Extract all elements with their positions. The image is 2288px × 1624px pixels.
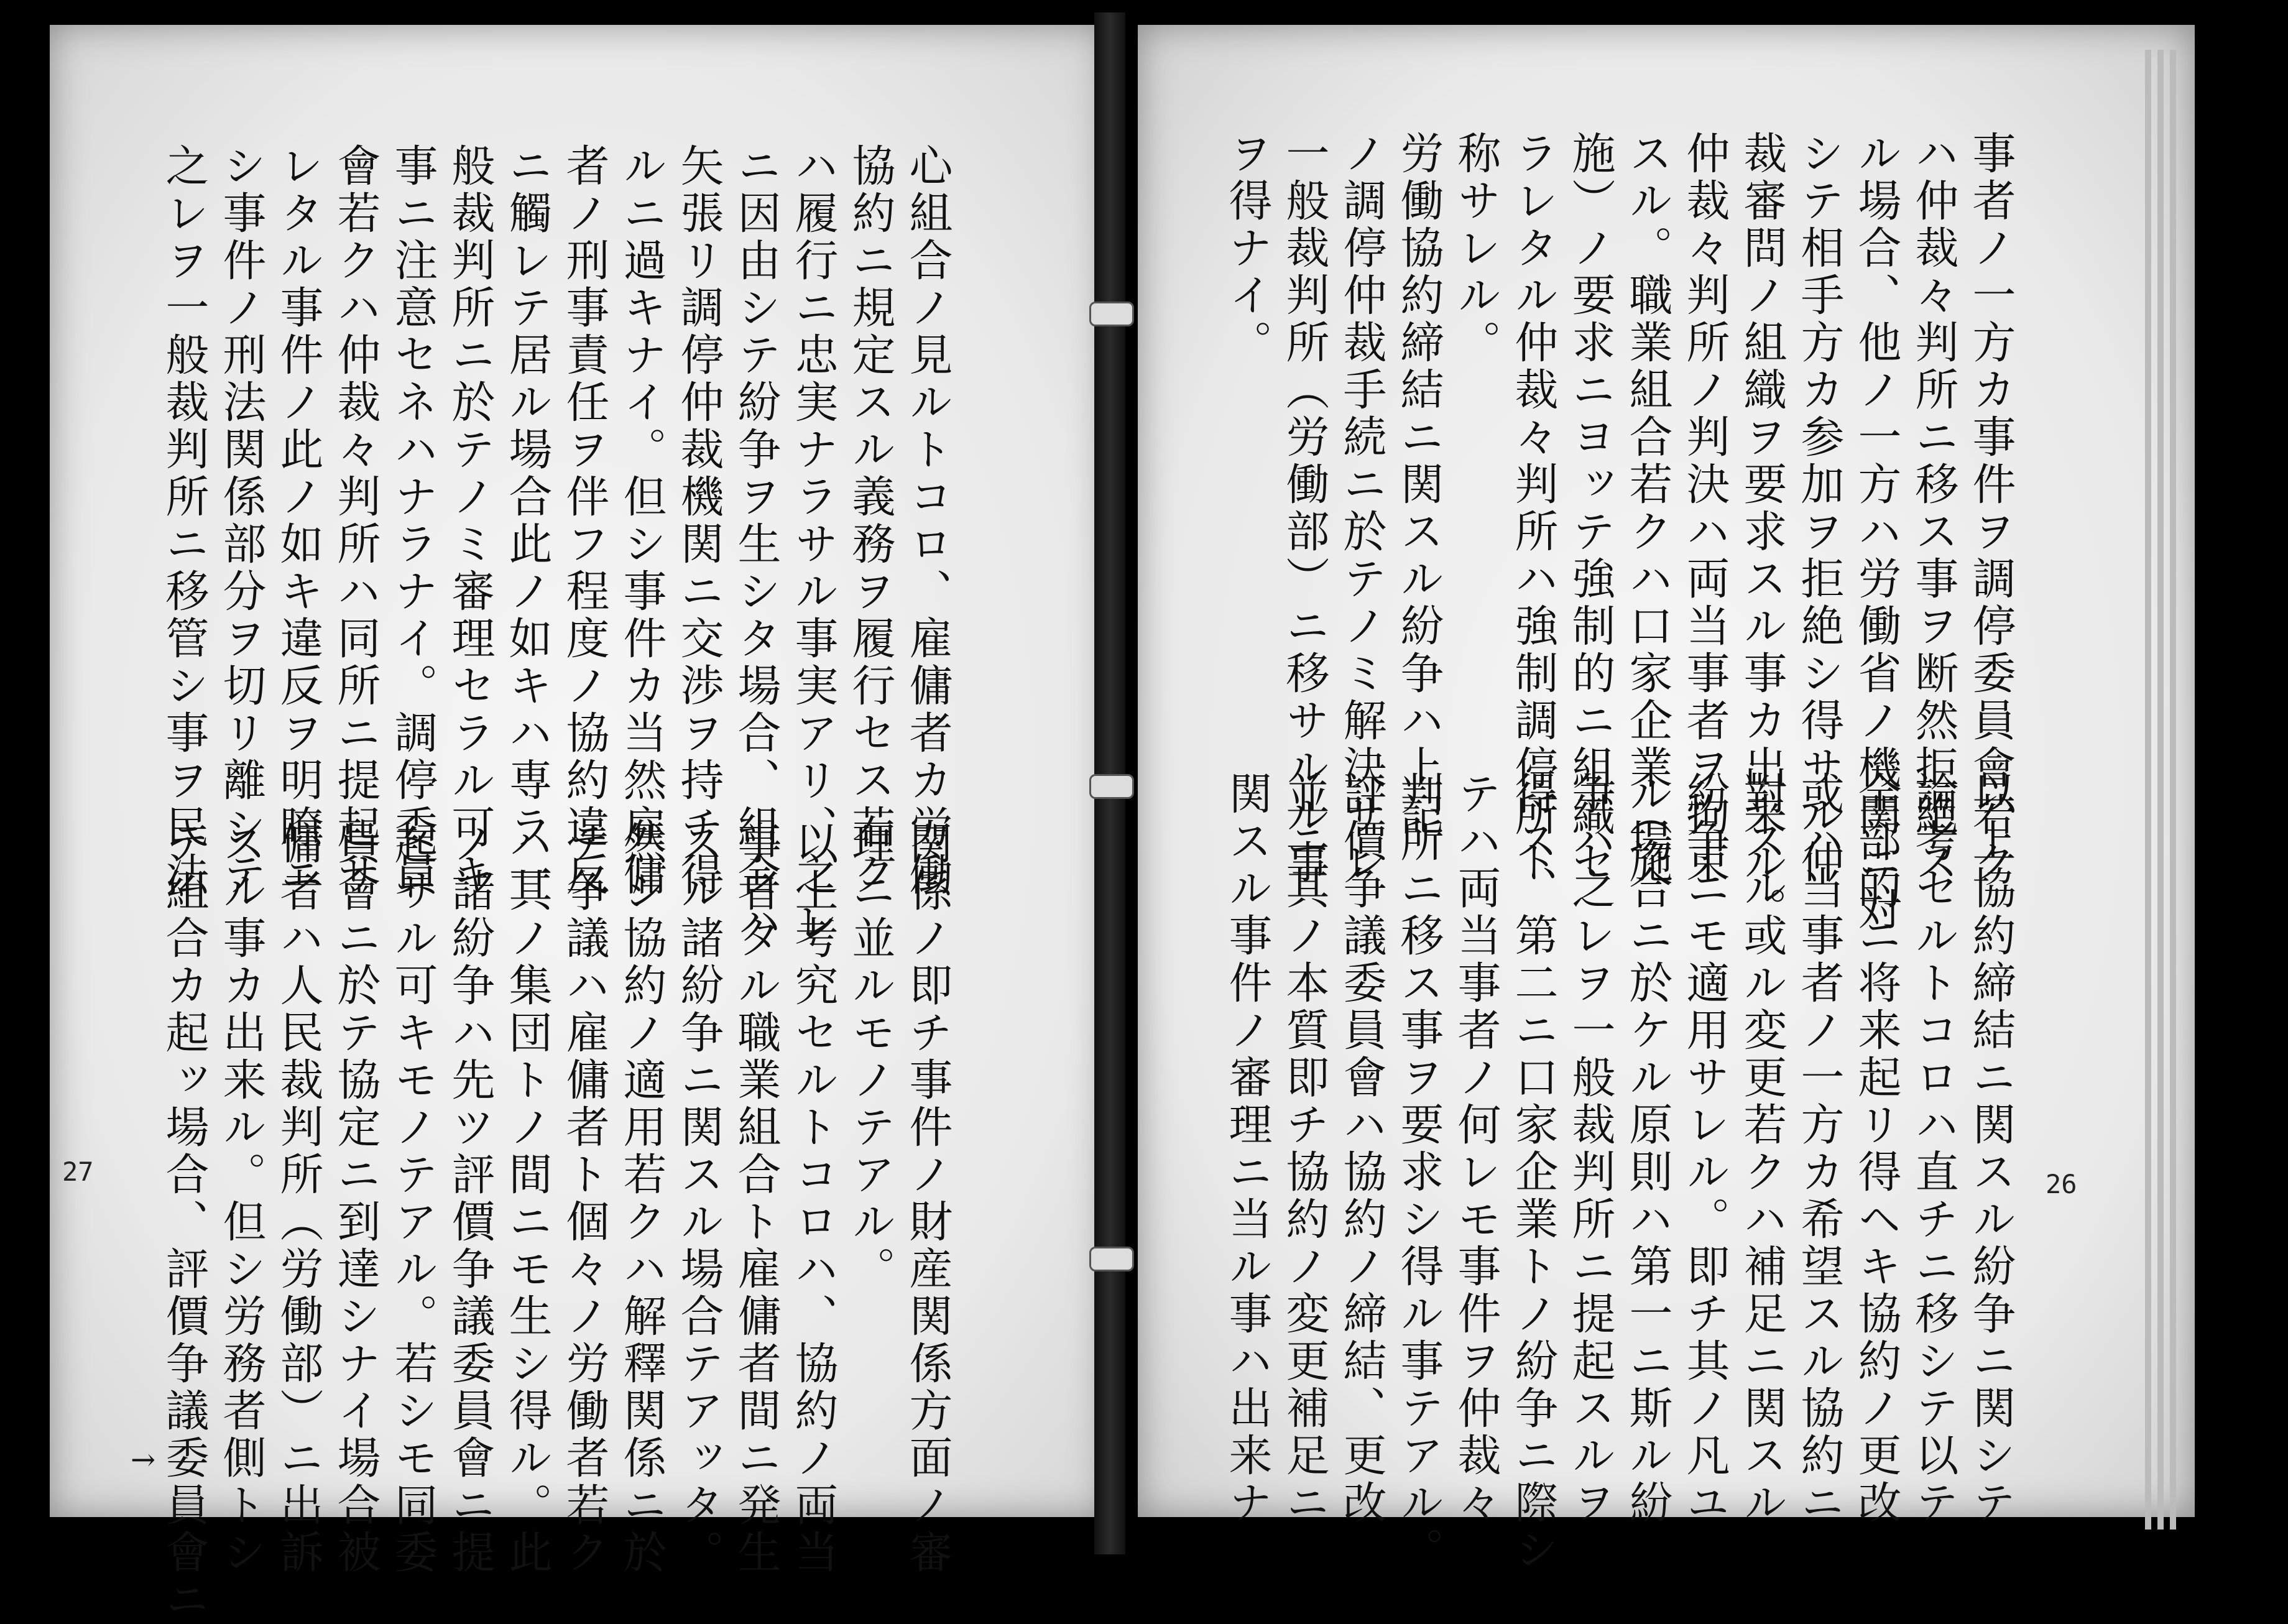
right_page-upper-line: スル。職業組合若クハ口家企業（施 bbox=[1622, 131, 1673, 887]
right_page-upper-line: ル場合、他ノ一方ハ労働省ノ機関ニ対 bbox=[1851, 131, 1902, 934]
binding-stitch bbox=[1089, 1247, 1134, 1271]
left_page-upper-line: ルニ過キナイ。但シ事件カ当然雇傭 bbox=[616, 143, 667, 899]
left-page-upper-text bbox=[155, 143, 956, 946]
left_page-lower-line: 起サル可キモノテアル。若シモ同委 bbox=[387, 821, 438, 1577]
left_page-upper-line: 矢張リ調停仲裁機関ニ交渉ヲ持チ得 bbox=[673, 143, 724, 899]
right-page-upper-text bbox=[1219, 131, 2019, 934]
right_page-lower-line: 関スル事件ノ審理ニ当ル事ハ出来ナ bbox=[1222, 771, 1273, 1527]
left_page-upper-line: 會若クハ仲裁々判所ハ同所ニ提起サ bbox=[330, 143, 381, 899]
binding-stitch bbox=[1089, 302, 1134, 326]
right_page-upper-line: ハ仲裁々判所ニ移ス事ヲ断然拒絶ス bbox=[1908, 131, 1959, 887]
page-edge bbox=[2145, 50, 2151, 1529]
right_page-lower-line: 或ハ当事者ノ一方カ希望スル協約ニ bbox=[1794, 771, 1845, 1527]
left_page-upper-line: レタル事件ノ此ノ如キ違反ヲ明瞭ニ bbox=[273, 143, 324, 899]
right_page-lower-line: 全部的ニ将来起リ得ヘキ協約ノ更改 bbox=[1851, 771, 1902, 1527]
right_page-upper-line: 仲裁々判所ノ判決ハ両当事者ヲ拘束 bbox=[1679, 131, 1730, 887]
right-page-number: 26 bbox=[2046, 1169, 2077, 1199]
left-page-lower-text bbox=[155, 821, 956, 1624]
right_page-lower-line: 並ニ其ノ本質即チ協約ノ変更補足ニ bbox=[1279, 771, 1330, 1527]
left_page-upper-line: 般裁判所ニ於テノミ審理セラル可キ bbox=[445, 143, 496, 899]
left_page-lower-line: 理ニ並ルモノテアル。 bbox=[845, 821, 896, 1293]
left_page-upper-line: 之レヲ一般裁判所ニ移管シ事ヲ民法 bbox=[159, 143, 210, 899]
right_page-upper-line: 施）ノ要求ニヨッテ強制的ニ組織セ bbox=[1565, 131, 1616, 887]
right_page-upper-line: シテ相手方カ参加ヲ拒絶シ得サル仲 bbox=[1794, 131, 1845, 887]
left-page-number: 27 bbox=[62, 1156, 94, 1187]
left_page-lower-line: 員會ニ於テ協定ニ到達シナイ場合被 bbox=[330, 821, 381, 1577]
page-edge bbox=[2170, 50, 2176, 1529]
left_page-lower-line: テ組合カ起ッ場合、評價争議委員會ニ bbox=[159, 821, 210, 1624]
right_page-lower-line: 判所ニ移ス事ヲ要求シ得ル事テアル。 bbox=[1393, 771, 1444, 1574]
left_page-lower-line: テ争議ハ雇傭者ト個々ノ労働者若ク bbox=[559, 821, 610, 1577]
left_page-lower-line: 以上考究セルトコロハ、協約ノ両当 bbox=[788, 821, 839, 1577]
left_page-upper-line: ニ觸レテ居ル場合此ノ如キハ専ラ一 bbox=[502, 143, 553, 899]
left_page-lower-line: スル諸紛争ニ関スル場合テアッタ。 bbox=[673, 821, 724, 1577]
left_page-lower-line: ハ其ノ集団トノ間ニモ生シ得ル。此 bbox=[502, 821, 553, 1577]
right_page-lower-line: 評價争議委員會ハ協約ノ締結、更改 bbox=[1336, 771, 1387, 1527]
left_page-upper-line: ニ因由シテ紛争ヲ生シタ場合、組合ハ bbox=[731, 143, 782, 946]
right_page-upper-line: ラレタル仲裁々判所ハ強制調停所ト bbox=[1508, 131, 1559, 887]
right_page-lower-line: 論考セルトコロハ直チニ移シテ以テ bbox=[1908, 771, 1959, 1527]
left_page-upper-line: 協約ニ規定スル義務ヲ履行セス若ク bbox=[845, 143, 896, 899]
right_page-lower-line: 争ハ之レヲ一般裁判所ニ提起スルヲ bbox=[1565, 771, 1616, 1527]
left_page-lower-line: 関係ノ即チ事件ノ財産関係方面ノ審 bbox=[902, 821, 953, 1577]
right_page-upper-line: ノ調停仲裁手続ニ於テノミ解決サレ bbox=[1336, 131, 1387, 887]
left_page-upper-line: 事ニ注意セネハナラナイ。調停委員 bbox=[387, 143, 438, 899]
right_page-lower-line: テハ両当事者ノ何レモ事件ヲ仲裁々 bbox=[1451, 771, 1502, 1527]
left_page-upper-line: 者ノ刑事責任ヲ伴フ程度ノ協約違反 bbox=[559, 143, 610, 899]
continuation-arrow: → bbox=[131, 1442, 156, 1477]
right_page-upper-line: 一般裁判所（労働部）ニ移サルル事 bbox=[1279, 131, 1330, 887]
left_page-lower-line: ノ諸紛争ハ先ツ評價争議委員會ニ提 bbox=[445, 821, 496, 1577]
right_page-upper-line: ヲ得ナイ。 bbox=[1222, 131, 1273, 367]
right_page-upper-line: 裁審問ノ組織ヲ要求スル事カ出来ル。 bbox=[1737, 131, 1788, 934]
binding-stitch bbox=[1089, 774, 1134, 799]
right_page-lower-line: 以上協約締結ニ関スル紛争ニ関シテ bbox=[1965, 771, 2016, 1527]
right_page-lower-line: ル場合ニ於ケル原則ハ第一ニ斯ル紛 bbox=[1622, 771, 1673, 1527]
left_page-lower-line: スル事カ出来ル。但シ労務者側トシ bbox=[216, 821, 267, 1577]
right_page-lower-line: 紛争ニモ適用サレル。即チ其ノ凡ユ bbox=[1679, 771, 1730, 1527]
right-page-lower-text bbox=[1219, 771, 2019, 1574]
left_page-lower-line: 傭者ハ人民裁判所（労働部）ニ出訴 bbox=[273, 821, 324, 1577]
right_page-lower-line: 對スル或ル変更若クハ補足ニ関スル bbox=[1737, 771, 1788, 1527]
right_page-upper-line: 事者ノ一方カ事件ヲ調停委員會若ク bbox=[1965, 131, 2016, 887]
right_page-lower-line: 得ス、第二ニ口家企業トノ紛争ニ際シ bbox=[1508, 771, 1559, 1574]
page-edge bbox=[2157, 50, 2164, 1529]
left_page-upper-line: 心組合ノ見ルトコロ、雇傭者カ労働 bbox=[902, 143, 953, 899]
left_page-lower-line: 然シ協約ノ適用若クハ解釋関係ニ於 bbox=[616, 821, 667, 1577]
left_page-upper-line: ハ履行ニ忠実ナラサル事実アリ、之レ bbox=[788, 143, 839, 946]
left_page-lower-line: 事者タル職業組合ト雇傭者間ニ発生 bbox=[731, 821, 782, 1577]
right_page-upper-line: 労働協約締結ニ関スル紛争ハ上記 bbox=[1393, 131, 1444, 839]
right_page-upper-line: 称サレル。 bbox=[1451, 131, 1502, 367]
left_page-upper-line: シ事件ノ刑法関係部分ヲ切リ離シテ bbox=[216, 143, 267, 899]
